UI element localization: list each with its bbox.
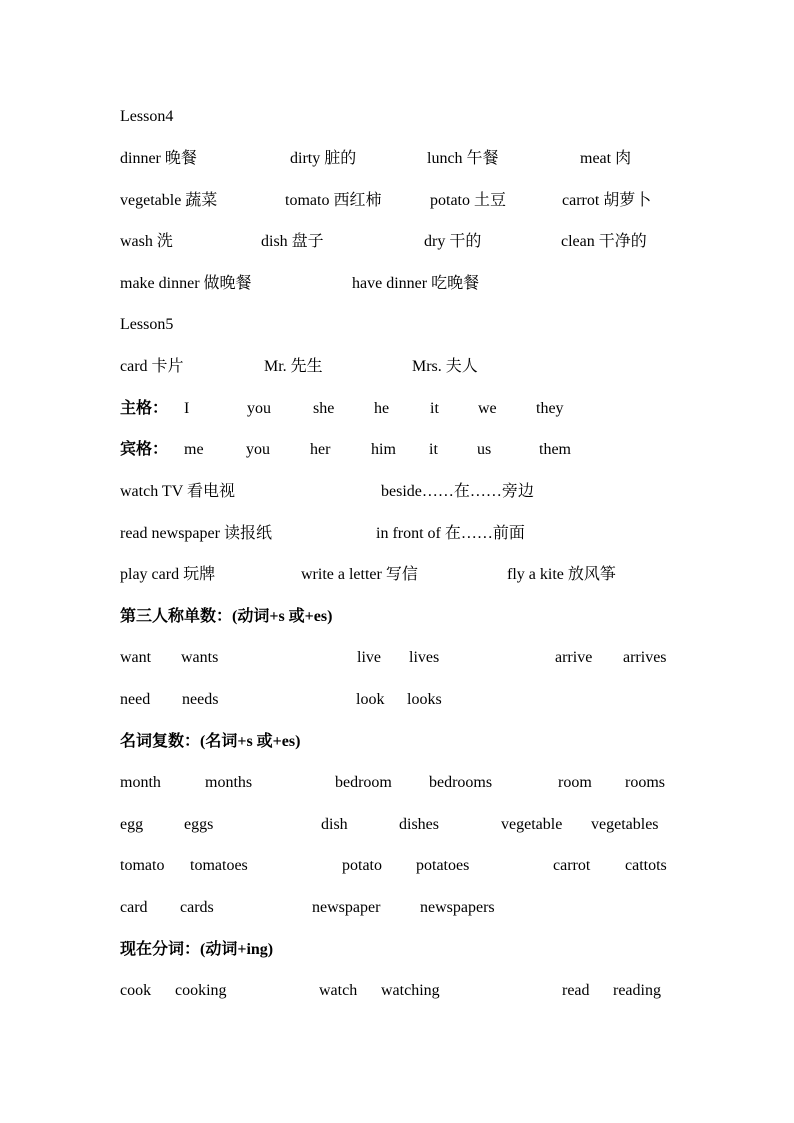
noun-singular: month [120, 774, 161, 791]
noun-singular: tomato [120, 857, 165, 874]
verb-third-person: looks [407, 691, 442, 708]
vocab-item: carrot 胡萝卜 [562, 192, 652, 209]
section-heading: 第三人称单数：(动词+s 或+es) [120, 608, 333, 625]
noun-plural: rooms [625, 774, 665, 791]
section-heading: 现在分词：(动词+ing) [120, 941, 274, 958]
subject-case-label: 主格： [120, 400, 169, 417]
vocab-item: dry 干的 [424, 233, 482, 250]
vocab-item: lunch 午餐 [427, 150, 499, 167]
vocab-row [120, 355, 700, 379]
pronoun: us [477, 441, 492, 458]
noun-singular: potato [342, 857, 382, 874]
noun-plural-row [120, 854, 700, 878]
vocab-item: read newspaper 读报纸 [120, 525, 272, 542]
vocab-item: wash 洗 [120, 233, 173, 250]
vocab-item: write a letter 写信 [301, 566, 418, 583]
verb-base: read [562, 982, 590, 999]
lesson5-heading [120, 313, 700, 337]
verb-ing: cooking [175, 982, 227, 999]
pronoun: I [184, 400, 190, 417]
section-heading: 名词复数：(名词+s 或+es) [120, 733, 301, 750]
pronoun: it [429, 441, 438, 458]
pronoun: it [430, 400, 439, 417]
verb-base: watch [319, 982, 358, 999]
pronoun: you [247, 400, 271, 417]
vocab-item: dirty 脏的 [290, 150, 357, 167]
noun-singular: room [558, 774, 592, 791]
noun-plural-row [120, 771, 700, 795]
noun-singular: dish [321, 816, 348, 833]
vocab-item: meat 肉 [580, 150, 632, 167]
noun-plural: vegetables [591, 816, 659, 833]
pronoun: he [374, 400, 390, 417]
pronoun: her [310, 441, 331, 458]
verb-base: live [357, 649, 381, 666]
vocab-item: clean 干净的 [561, 233, 647, 250]
vocab-item: in front of 在……前面 [376, 525, 525, 542]
noun-plural: bedrooms [429, 774, 493, 791]
pronoun: you [246, 441, 270, 458]
noun-plural: eggs [184, 816, 214, 833]
noun-singular: newspaper [312, 899, 381, 916]
verb-base: need [120, 691, 151, 708]
vocab-item: have dinner 吃晚餐 [352, 275, 480, 292]
pronoun: they [536, 400, 564, 417]
vocab-item: fly a kite 放风筝 [507, 566, 616, 583]
object-case-label: 宾格： [120, 441, 169, 458]
noun-plural: potatoes [416, 857, 470, 874]
vocab-row [120, 480, 700, 504]
vocab-item: play card 玩牌 [120, 566, 216, 583]
verb-ing: reading [613, 982, 661, 999]
third-person-heading [120, 605, 700, 629]
verb-base: cook [120, 982, 152, 999]
lesson-title: Lesson4 [120, 108, 174, 125]
noun-plural: newspapers [420, 899, 495, 916]
vocab-item: Mr. 先生 [264, 358, 323, 375]
vocab-item: make dinner 做晚餐 [120, 275, 252, 292]
vocab-item: Mrs. 夫人 [412, 358, 478, 375]
lesson4-heading [120, 105, 700, 129]
verb-base: want [120, 649, 152, 666]
participle-heading [120, 938, 700, 962]
verb-third-person: wants [181, 649, 219, 666]
vocab-row [120, 147, 700, 171]
vocab-row [120, 522, 700, 546]
lesson-title: Lesson5 [120, 316, 174, 333]
vocab-item: dish 盘子 [261, 233, 324, 250]
object-pronoun-row [120, 438, 700, 462]
noun-singular: bedroom [335, 774, 392, 791]
verb-base: look [356, 691, 385, 708]
noun-plural: dishes [399, 816, 439, 833]
verb-base: arrive [555, 649, 593, 666]
pronoun: them [539, 441, 571, 458]
pronoun: we [478, 400, 497, 417]
vocab-item: card 卡片 [120, 358, 184, 375]
noun-singular: card [120, 899, 148, 916]
participle-row [120, 979, 700, 1003]
pronoun: him [371, 441, 396, 458]
noun-singular: egg [120, 816, 144, 833]
vocab-row [120, 189, 700, 213]
vocab-item: beside……在……旁边 [381, 483, 534, 500]
pronoun: she [313, 400, 335, 417]
verb-form-row [120, 646, 700, 670]
noun-plural: tomatoes [190, 857, 248, 874]
vocab-item: potato 土豆 [430, 192, 506, 209]
vocab-row [120, 230, 700, 254]
noun-plural-row [120, 896, 700, 920]
vocab-item: vegetable 蔬菜 [120, 192, 218, 209]
vocab-row [120, 272, 700, 296]
verb-ing: watching [381, 982, 440, 999]
plural-heading [120, 730, 700, 754]
pronoun: me [184, 441, 204, 458]
noun-singular: carrot [553, 857, 591, 874]
vocab-item: tomato 西红柿 [285, 192, 382, 209]
noun-plural: cattots [625, 857, 667, 874]
subject-pronoun-row [120, 397, 700, 421]
verb-form-row [120, 688, 700, 712]
verb-third-person: lives [409, 649, 440, 666]
noun-plural-row [120, 813, 700, 837]
vocab-item: dinner 晚餐 [120, 150, 197, 167]
noun-plural: months [205, 774, 253, 791]
vocab-item: watch TV 看电视 [120, 483, 235, 500]
vocab-row [120, 563, 700, 587]
noun-plural: cards [180, 899, 214, 916]
noun-singular: vegetable [501, 816, 563, 833]
verb-third-person: needs [182, 691, 219, 708]
verb-third-person: arrives [623, 649, 667, 666]
